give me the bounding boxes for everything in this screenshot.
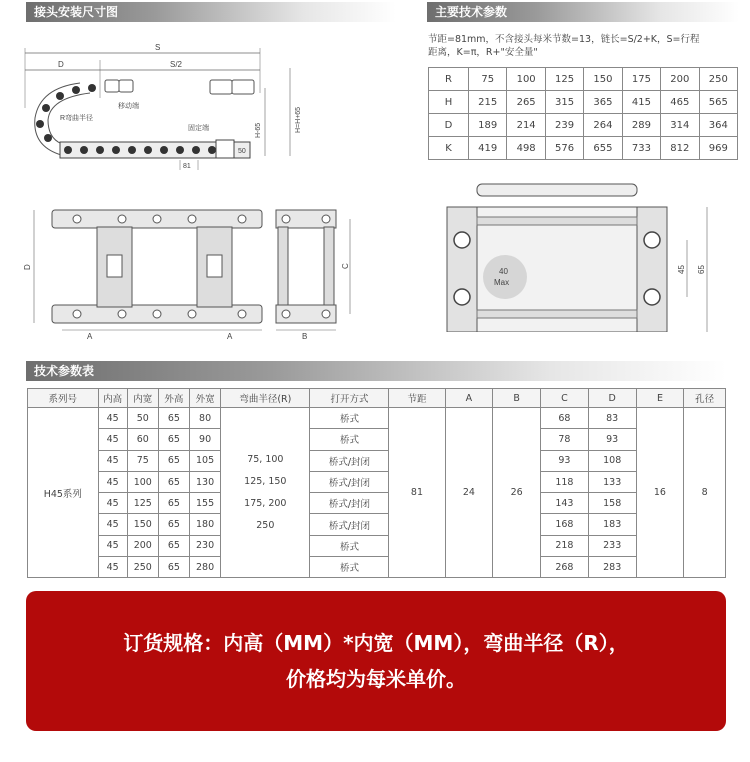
series-cell: H45系列 [28,408,99,578]
dimension-cell: 250 [127,557,158,578]
param-cell: 565 [699,91,737,114]
param-note [428,33,738,59]
dim-s2-label: S/2 [170,60,183,69]
table-row [28,471,726,492]
param-cell: 125 [545,68,583,91]
open-type-cell: 桥式 [310,535,389,556]
c-cell: 218 [541,535,589,556]
dimension-cell: 125 [127,493,158,514]
dimension-cell: 60 [127,429,158,450]
param-row-label: D [429,114,469,137]
dim-d-label: D [58,60,64,69]
d-cell: 133 [588,471,636,492]
param-cell: 498 [507,137,545,160]
dim-h65-label: H-65 [255,122,262,138]
param-cell: 100 [507,68,545,91]
param-note-line2: 距离，K=π，R+"安全量" [428,47,538,58]
pitch-label: 81 [183,163,191,170]
param-cell: 969 [699,137,737,160]
dimension-cell: 65 [158,493,189,514]
spec-header-cell: E [636,389,684,408]
c-cell: 268 [541,557,589,578]
dimension-cell: 200 [127,535,158,556]
param-cell: 733 [622,137,660,160]
dimension-cell: 65 [158,514,189,535]
dim-hh65-label: H=H+65 [295,106,302,133]
dimension-cell: 155 [190,493,221,514]
param-cell: 365 [584,91,622,114]
d-cell: 108 [588,450,636,471]
open-type-cell: 桥式/封闭 [310,471,389,492]
dim-65-label: 65 [697,265,706,274]
dimension-cell: 45 [98,408,127,429]
dimension-cell: 280 [190,557,221,578]
open-type-cell: 桥式/封闭 [310,493,389,514]
table-row [28,408,726,429]
radius-cell [221,408,310,578]
max-bottom-label: Max [494,278,510,287]
spec-header-cell: C [541,389,589,408]
dimension-cell: 130 [190,471,221,492]
param-row-label: R [429,68,469,91]
param-note-line1: 节距=81mm，不含接头每米节数=13，链长=S/2+K，S=行程 [428,34,700,45]
banner-line1: 订货规格：内高（MM）*内宽（MM），弯曲半径（R）， [123,631,629,655]
table-row [28,493,726,514]
param-cell: 75 [469,68,507,91]
open-type-cell: 桥式 [310,557,389,578]
radius-line: 75, 100 [247,453,284,465]
dim-d-side: D [23,264,32,270]
c-cell: 93 [541,450,589,471]
param-cell: 264 [584,114,622,137]
dimension-cell: 150 [127,514,158,535]
d-cell: 158 [588,493,636,514]
c-cell: 78 [541,429,589,450]
moving-end-label: 移动端 [118,103,139,110]
spec-header-cell: 打开方式 [310,389,389,408]
spec-header-cell: 外宽 [190,389,221,408]
open-type-cell: 桥式 [310,408,389,429]
spec-header-cell: 系列号 [28,389,99,408]
fixed-end-label: 固定端 [188,125,209,132]
dimension-cell: 65 [158,471,189,492]
c-cell: 68 [541,408,589,429]
spec-header-cell: 外高 [158,389,189,408]
dimension-cell: 45 [98,450,127,471]
dimension-cell: 45 [98,514,127,535]
link-front-drawing [22,205,267,340]
d-cell: 83 [588,408,636,429]
table-row [28,450,726,471]
b-cell: 26 [493,408,541,578]
max-top-label: 40 [499,267,508,276]
c-cell: 143 [541,493,589,514]
bend-radius-label: R弯曲半径 [60,115,94,122]
open-type-cell: 桥式/封闭 [310,514,389,535]
open-type-cell: 桥式 [310,429,389,450]
c-cell: 168 [541,514,589,535]
spec-table [27,388,726,578]
param-cell: 250 [699,68,737,91]
spec-header-cell: 孔径 [684,389,726,408]
dimension-cell: 105 [190,450,221,471]
spec-header-cell: 弯曲半径(R) [221,389,310,408]
spec-header-cell: 节距 [389,389,445,408]
dim-b-label: B [302,332,308,340]
param-cell: 239 [545,114,583,137]
param-cell: 314 [661,114,699,137]
param-cell: 315 [545,91,583,114]
dimension-cell: 90 [190,429,221,450]
d-cell: 233 [588,535,636,556]
param-row [429,114,738,137]
d-cell: 93 [588,429,636,450]
param-row [429,137,738,160]
section-header-main-params: 主要技术参数 [427,2,739,22]
param-cell: 364 [699,114,737,137]
radius-line: 175, 200 [244,497,287,509]
spec-header-cell: A [445,389,493,408]
param-row [429,91,738,114]
e-cell: 16 [636,408,684,578]
param-cell: 415 [622,91,660,114]
dimension-cell: 65 [158,557,189,578]
dim-45-label: 45 [677,265,686,274]
dim-s-label: S [155,43,161,52]
param-cell: 214 [507,114,545,137]
param-row-label: K [429,137,469,160]
spec-header-cell: 内宽 [127,389,158,408]
dimension-cell: 45 [98,471,127,492]
dim-a-left: A [87,332,93,340]
section-header-install: 接头安装尺寸图 [26,2,396,22]
d-cell: 183 [588,514,636,535]
dim-c-label: C [341,263,350,269]
c-cell: 118 [541,471,589,492]
section-header-tech-table: 技术参数表 [26,361,726,381]
top-view-drawing [442,182,722,332]
param-cell: 215 [469,91,507,114]
dimension-cell: 230 [190,535,221,556]
spec-header-cell: D [588,389,636,408]
d-cell: 283 [588,557,636,578]
dimension-cell: 65 [158,450,189,471]
param-cell: 289 [622,114,660,137]
hole-cell: 8 [684,408,726,578]
a-cell: 24 [445,408,493,578]
dimension-cell: 45 [98,557,127,578]
table-row [28,557,726,578]
param-row [429,68,738,91]
pitch-cell: 81 [389,408,445,578]
dimension-cell: 65 [158,429,189,450]
param-cell: 189 [469,114,507,137]
param-cell: 812 [661,137,699,160]
radius-line: 125, 150 [244,475,287,487]
dimension-cell: 45 [98,429,127,450]
param-cell: 576 [545,137,583,160]
param-cell: 419 [469,137,507,160]
dimension-cell: 65 [158,535,189,556]
param-row-label: H [429,91,469,114]
param-cell: 655 [584,137,622,160]
table-row [28,535,726,556]
open-type-cell: 桥式/封闭 [310,450,389,471]
order-spec-banner [26,591,726,731]
dimension-cell: 45 [98,493,127,514]
table-row [28,514,726,535]
param-cell: 150 [584,68,622,91]
dimension-cell: 75 [127,450,158,471]
dimension-cell: 180 [190,514,221,535]
dimension-cell: 50 [127,408,158,429]
banner-line2: 价格均为每米单价。 [286,667,466,691]
dim-a-right: A [227,332,233,340]
dimension-cell: 45 [98,535,127,556]
parameter-table [428,67,738,160]
spec-header-cell: B [493,389,541,408]
param-cell: 465 [661,91,699,114]
dimension-cell: 65 [158,408,189,429]
dimension-cell: 80 [190,408,221,429]
param-cell: 200 [661,68,699,91]
table-row [28,429,726,450]
chain-installation-drawing [20,38,320,178]
label-50: 50 [238,148,246,155]
param-cell: 175 [622,68,660,91]
dimension-cell: 100 [127,471,158,492]
radius-line: 250 [256,519,275,531]
cross-section-drawing [268,205,363,340]
param-cell: 265 [507,91,545,114]
spec-header-cell: 内高 [98,389,127,408]
